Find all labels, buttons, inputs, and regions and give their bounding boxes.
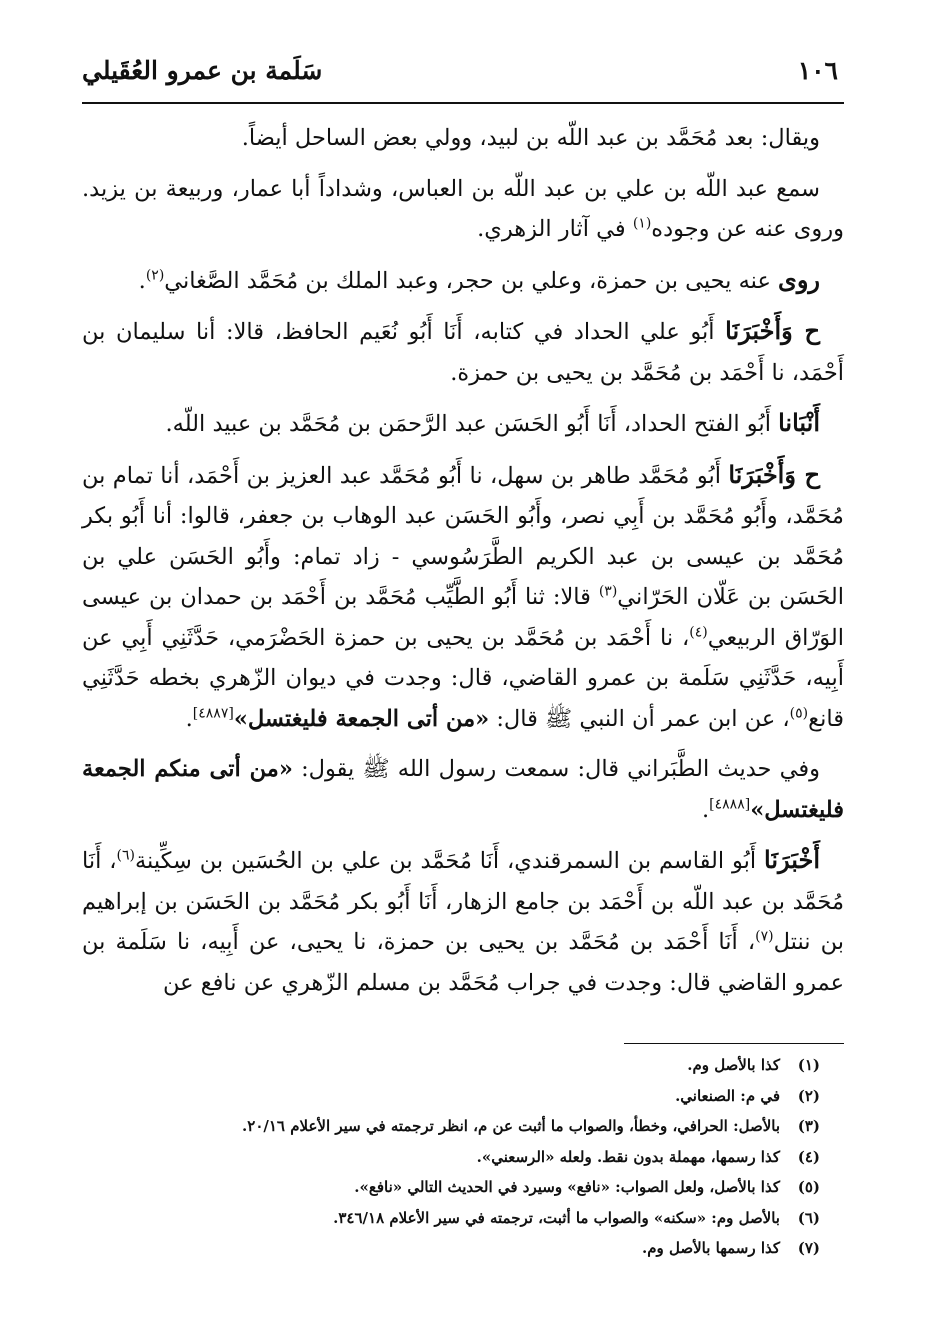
footnote-rule-mask — [82, 1042, 624, 1046]
footnote-ref: (٤) — [689, 624, 708, 640]
text-run: أَبُو الفتح الحداد، أَنَا أَبُو الحَسَن عبد الرَّحمَن بن مُحَمَّد بن عبيد اللّه. — [165, 411, 779, 437]
footnote-item — [82, 1081, 820, 1112]
footnote-ref: (١) — [632, 215, 652, 232]
isnad-lead: أَنْبَانا — [778, 408, 820, 437]
text-run: . — [185, 705, 193, 732]
footnote-item — [82, 1050, 820, 1081]
text-run: ، أَنَا أَحْمَد بن مُحَمَّد بن يحيى بن حمزة، نا يحيى، عن أَبِيه، نا سَلَمة بن عمرو القاضي قال: وجدت في جراب مُحَمَّد بن مسلم الزّهري عن نافع عن — [82, 929, 844, 996]
paragraph-p4 — [82, 311, 844, 393]
text-run: ويقال: بعد مُحَمَّد بن عبد اللّه بن لبيد، وولي بعض الساحل أيضاً. — [241, 125, 820, 151]
paragraph-p2 — [82, 169, 844, 250]
page-header — [82, 52, 844, 104]
text-run: وفي حديث الطَّبَراني قال: سمعت رسول الله ﷺ يقول: — [292, 756, 820, 782]
isnad-lead: روى — [778, 264, 820, 294]
footnote-item — [82, 1233, 820, 1264]
isnad-lead: أَخْبَرَنَا — [764, 845, 820, 874]
text-run: ، عن ابن عمر أن النبي ﷺ قال: — [489, 705, 790, 732]
paragraph-p7 — [82, 749, 844, 830]
footnote-text: كذا بالأصل وم. — [687, 1056, 780, 1074]
page-number: ١٠٦ — [797, 56, 838, 85]
footnote-ref: (٦) — [116, 847, 135, 864]
text-run: أَبُو القاسم بن السمرقندي، أَنَا مُحَمَّد بن علي بن الحُسَين بن سِكِّينة — [134, 848, 765, 874]
paragraph-p1 — [82, 118, 844, 159]
footnote-item — [82, 1203, 820, 1234]
paragraph-p6 — [82, 455, 844, 740]
footnote-item — [82, 1111, 820, 1142]
footnote-text: كذا بالأصل، ولعل الصواب: «نافع» وسيرد في الحديث التالي «نافع». — [354, 1178, 780, 1196]
hadith-number: [٤٨٨٨] — [709, 796, 751, 812]
footnote-number: (١) — [797, 1056, 820, 1074]
text-run: ، أَنَا مُحَمَّد بن عبد اللّه بن أَحْمَد بن جامع الزهار، أَنَا أَبُو بكر مُحَمَّد بن الحَسَن بن إبراهيم بن ننتل — [82, 848, 844, 955]
paragraph-p3 — [82, 260, 844, 302]
hadith-text: «من أتى منكم الجمعة فليغتسل» — [82, 756, 844, 823]
text-run: في آثار الزهري. — [477, 216, 633, 242]
text-run: عنه يحيى بن حمزة، وعلي بن حجر، وعبد الملك بن مُحَمَّد الصَّغاني — [164, 267, 779, 294]
isnad-lead: ح وَأَخْبَرَنَا — [728, 459, 820, 489]
footnote-text: في م: الصنعاني. — [675, 1086, 780, 1105]
text-run: قالا: ثنا أَبُو الطَّيِّب مُحَمَّد بن أَحْمَد بن حمدان بن عيسى الوَرّاق الربيعي — [82, 584, 844, 651]
paragraph-p5 — [82, 403, 844, 445]
footnote-number: (٧) — [797, 1239, 820, 1257]
text-run: أَبُو علي الحداد في كتابه، أَنَا أَبُو نُعَيم الحافظ، قالا: أنا سليمان بن أَحْمَد، نا أَحْمَد بن مُحَمَّد بن يحيى بن حمزة. — [82, 319, 844, 386]
footnote-text: بالأصل: الحرافي، وخطأ، والصواب ما أثبت عن م، انظر ترجمته في سير الأعلام ٢٠/١٦. — [242, 1117, 780, 1135]
text-run: ، نا أَحْمَد بن مُحَمَّد بن يحيى بن حمزة الحَضْرَمي، حَدَّثَنِي أَبِي عن أَبِيه، حَدَّثَنِي سَلَمة بن عمرو القاضي، قال: وجدت في ديوان الزّهري بخطه حَدَّثَنِي قانع — [82, 624, 844, 732]
footnotes — [82, 1043, 844, 1264]
footnote-number: (٢) — [797, 1086, 820, 1105]
footnote-number: (٤) — [797, 1147, 820, 1166]
text-run: . — [702, 796, 710, 823]
paragraph-p8 — [82, 840, 844, 1003]
hadith-number: [٤٨٨٧] — [192, 705, 234, 721]
main-text — [82, 118, 844, 1013]
footnote-item — [82, 1142, 820, 1173]
running-title: سَلَمة بن عمرو العُقَيلي — [82, 56, 323, 85]
footnote-ref: (٧) — [755, 928, 774, 945]
footnote-text: كذا رسمها بالأصل وم. — [642, 1239, 780, 1257]
footnote-ref: (٥) — [789, 705, 809, 721]
footnote-item — [82, 1172, 820, 1203]
footnote-number: (٣) — [797, 1117, 820, 1135]
text-run: . — [138, 267, 146, 294]
footnote-number: (٥) — [797, 1178, 820, 1196]
footnote-text: بالأصل وم: «سكنه» والصواب ما أثبت، ترجمته في سير الأعلام ٣٤٦/١٨. — [333, 1208, 780, 1227]
hadith-text: «من أتى الجمعة فليغتسل» — [233, 705, 490, 732]
footnote-ref: (٣) — [598, 583, 618, 600]
isnad-lead: ح وَأَخْبَرَنَا — [725, 316, 820, 345]
footnote-ref: (٢) — [145, 267, 165, 283]
text-run: سمع عبد اللّه بن علي بن عبد اللّه بن العباس، وشداداً أبا عمار، وربيعة بن يزيد. وروى عنه عن وجوده — [82, 175, 844, 242]
footnote-text: كذا رسمها، مهملة بدون نقط. ولعله «الرسعني». — [476, 1147, 780, 1166]
text-run: أَبُو مُحَمَّد طاهر بن سهل، نا أَبُو مُحَمَّد عبد العزيز بن أَحْمَد، أنا تمام بن مُحَمَّد، وأَبُو مُحَمَّد بن أَبِي نصر، وأَبُو الحَسَن عبد الوهاب بن جعفر، قالوا: أنا أَبُو بكر مُحَمَّد بن عيسى بن عبد الكريم الطَّرَسُوسي - زاد تمام: وأَبُو الحَسَن علي بن الحَسَن بن عَلّان الحَرّاني — [82, 462, 844, 610]
footnote-number: (٦) — [797, 1208, 820, 1227]
